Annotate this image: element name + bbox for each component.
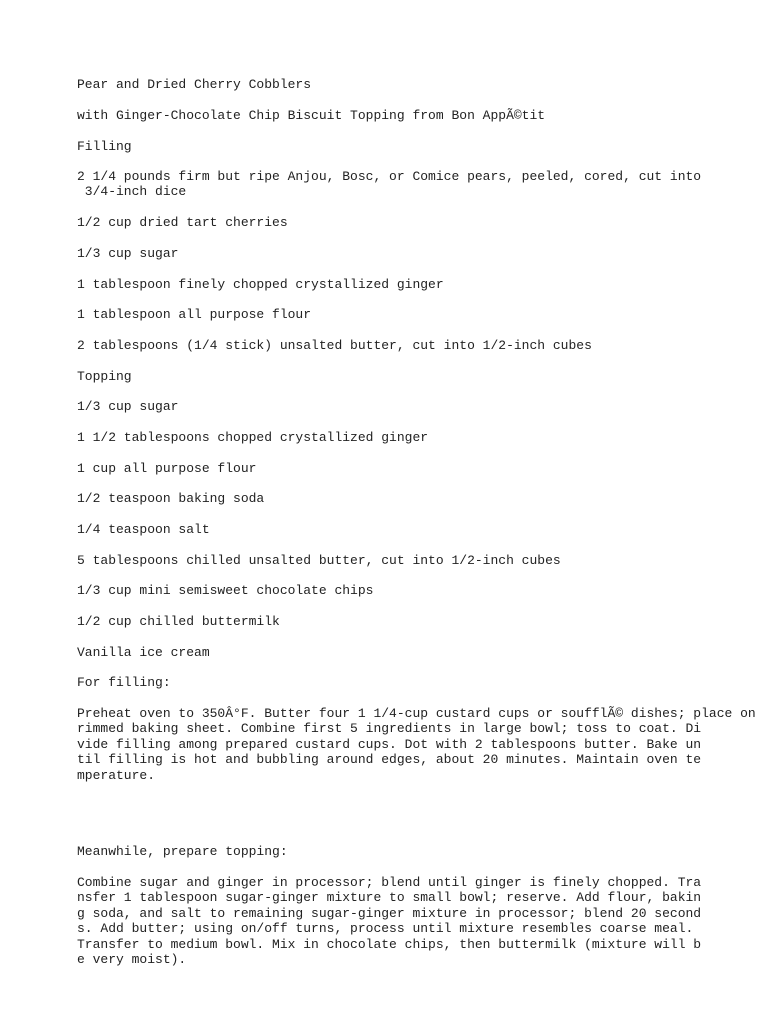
topping-item-chocolate-chips: 1/3 cup mini semisweet chocolate chips [77,583,374,598]
filling-item-sugar: 1/3 cup sugar [77,246,179,261]
filling-heading: Filling [77,139,132,154]
filling-item-butter: 2 tablespoons (1/4 stick) unsalted butter, cut into 1/2-inch cubes [77,338,592,353]
topping-step-heading: Meanwhile, prepare topping: [77,844,288,859]
filling-item-pears: 2 1/4 pounds firm but ripe Anjou, Bosc, or Comice pears, peeled, cored, cut into 3/4-inch dice [77,169,702,200]
topping-item-ginger: 1 1/2 tablespoons chopped crystallized ginger [77,430,429,445]
topping-item-flour: 1 cup all purpose flour [77,461,257,476]
topping-heading: Topping [77,369,132,384]
topping-item-baking-soda: 1/2 teaspoon baking soda [77,491,265,506]
filling-item-flour: 1 tablespoon all purpose flour [77,307,312,322]
filling-item-ginger: 1 tablespoon finely chopped crystallized ginger [77,277,444,292]
topping-item-butter: 5 tablespoons chilled unsalted butter, cut into 1/2-inch cubes [77,553,561,568]
recipe-subtitle: with Ginger-Chocolate Chip Biscuit Topping from Bon AppÃ©tit [77,108,546,123]
filling-step-text: Preheat oven to 350Â°F. Butter four 1 1/4-cup custard cups or soufflÃ© dishes; place on rimmed baking sheet. Combine first 5 ingredients in large bowl; toss to coat. Di vide filling among prepared custard cups. Dot with 2 tablespoons butter. Bake un til filling is hot and bubbling around edges, about 20 minutes. Maintain oven te mperature. [77,706,756,783]
topping-item-salt: 1/4 teaspoon salt [77,522,210,537]
topping-item-sugar: 1/3 cup sugar [77,399,179,414]
recipe-title: Pear and Dried Cherry Cobblers [77,77,312,92]
topping-step-text: Combine sugar and ginger in processor; blend until ginger is finely chopped. Tra nsfer 1 tablespoon sugar-ginger mixture to small bowl; reserve. Add flour, bakin g soda, and salt to remaining sugar-ginger mixture in processor; blend 20 second s. Add butter; using on/off turns, process until mixture resembles coarse meal. Transfer to medium bowl. Mix in chocolate chips, then buttermilk (mixture will b e very moist). [77,875,702,968]
filling-item-cherries: 1/2 cup dried tart cherries [77,215,288,230]
filling-step-heading: For filling: [77,675,171,690]
topping-item-ice-cream: Vanilla ice cream [77,645,210,660]
topping-item-buttermilk: 1/2 cup chilled buttermilk [77,614,280,629]
